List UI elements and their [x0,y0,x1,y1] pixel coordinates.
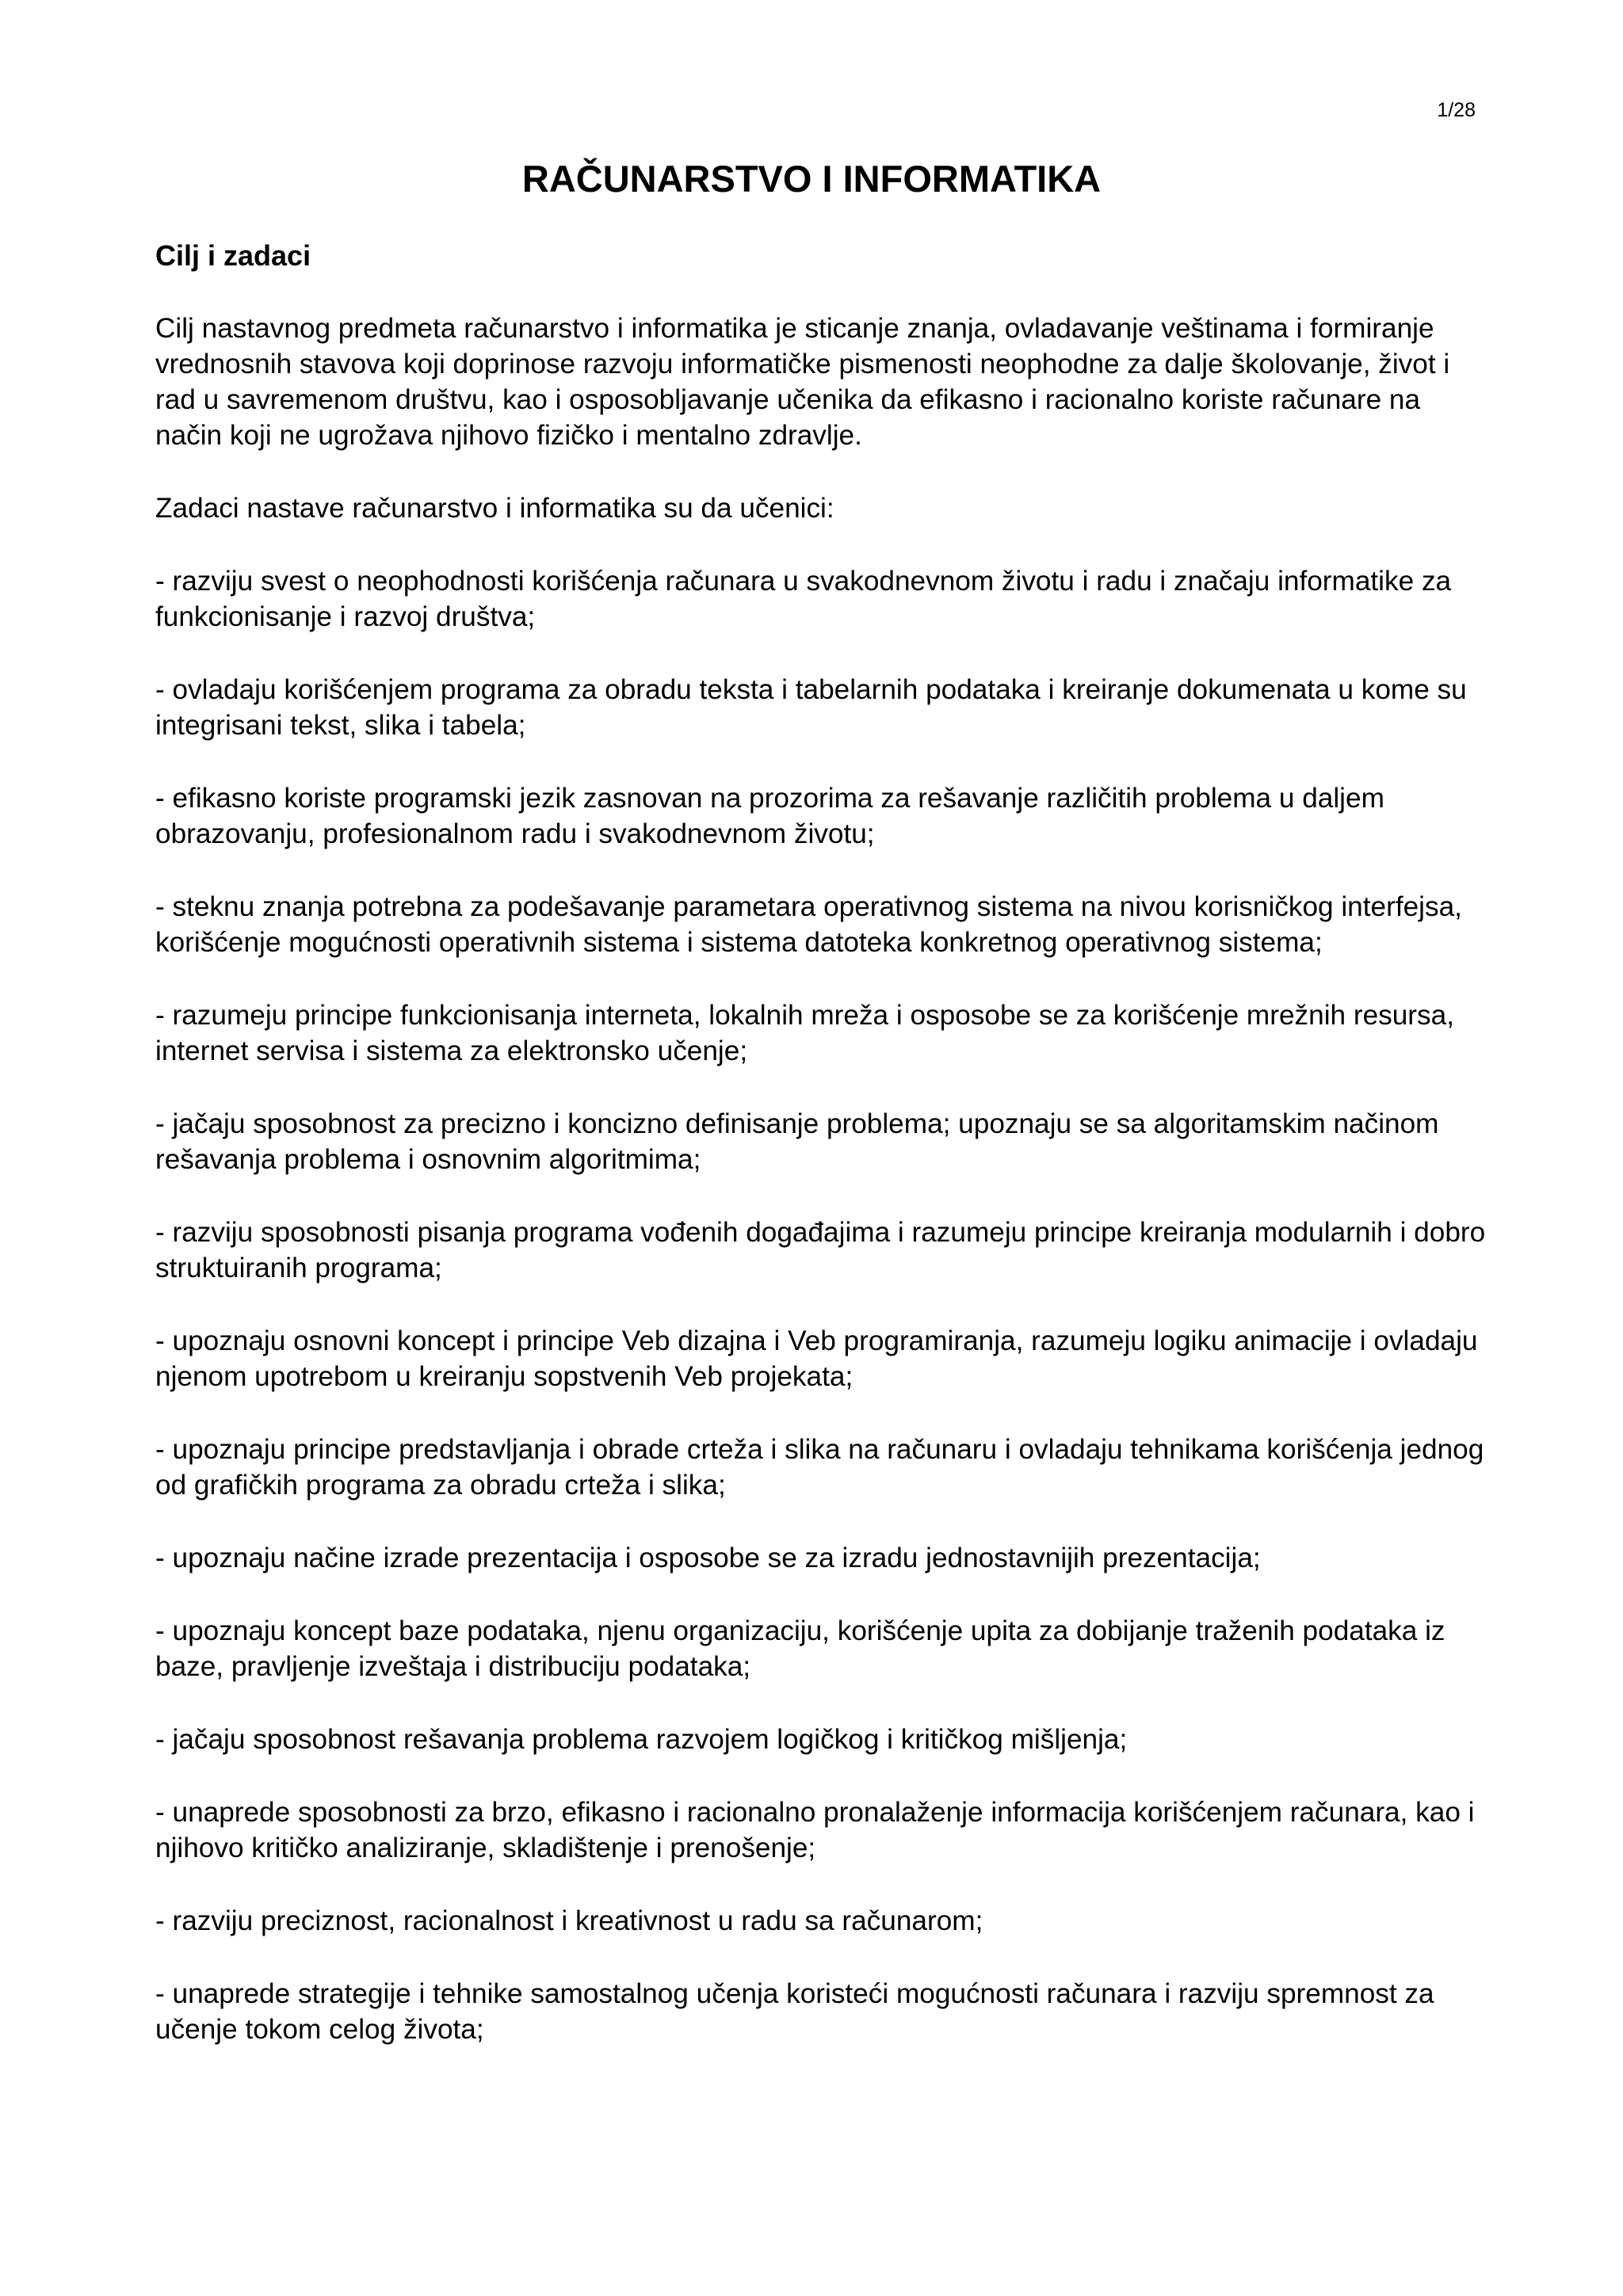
document-body [155,311,1487,2084]
task-item: - steknu znanja potrebna za podešavanje parametara operativnog sistema na nivou korisničkog interfejsa, korišćenje mogućnosti operativnih sistema i sistema datoteka konkretnog operativnog sistema; [155,891,1462,958]
task-item: - razviju svest o neophodnosti korišćenja računara u svakodnevnom životu i radu i značaju informatike za funkcionisanje i razvoj društva; [155,566,1452,632]
task-item: - upoznaju principe predstavljanja i obrade crteža i slika na računaru i ovladaju tehnikama korišćenja jednog od grafičkih programa za obradu crteža i slika; [155,1434,1484,1501]
task-item: - ovladaju korišćenjem programa za obradu teksta i tabelarnih podataka i kreiranje dokumenata u kome su integrisani tekst, slika i tabela; [155,674,1467,741]
task-item: - upoznaju osnovni koncept i principe Veb dizajna i Veb programiranja, razumeju logiku animacije i ovladaju njenom upotrebom u kreiranju sopstvenih Veb projekata; [155,1325,1478,1392]
task-item: - unaprede sposobnosti za brzo, efikasno i racionalno pronalaženje informacija korišćenjem računara, kao i njihovo kritičko analiziranje, skladištenje i prenošenje; [155,1797,1475,1863]
task-item: - upoznaju koncept baze podataka, njenu organizaciju, korišćenje upita za dobijanje traženih podataka iz baze, pravljenje izveštaja i distribuciju podataka; [155,1615,1445,1682]
task-item: - razumeju principe funkcionisanja interneta, lokalnih mreža i osposobe se za korišćenje mrežnih resursa, internet servisa i sistema za elektronsko učenje; [155,1000,1454,1066]
task-item: - upoznaju načine izrade prezentacija i osposobe se za izradu jednostavnijih prezentacija; [155,1543,1261,1573]
tasks-intro-paragraph: Zadaci nastave računarstvo i informatika su da učenici: [155,493,834,524]
task-item: - razviju sposobnosti pisanja programa vođenih događajima i razumeju principe kreiranja modularnih i dobro struktuiranih programa; [155,1217,1486,1283]
intro-paragraph: Cilj nastavnog predmeta računarstvo i informatika je sticanje znanja, ovladavanje veštinama i formiranje vrednosnih stavova koji doprinose razvoju informatičke pismenosti neophodne za dalje školovanje, život i rad u savremenom društvu, kao i osposobljavanje učenika da efikasno i racionalno koriste računare na način koji ne ugrožava njihovo fizičko i mentalno zdravlje. [155,313,1450,451]
task-item: - efikasno koriste programski jezik zasnovan na prozorima za rešavanje različitih problema u daljem obrazovanju, profesionalnom radu i svakodnevnom životu; [155,783,1384,849]
document-title: RAČUNARSTVO I INFORMATIKA [521,158,1102,200]
page-number: 1/28 [1437,99,1476,121]
section-heading: Cilj i zadaci [155,239,311,272]
task-item: - unaprede strategije i tehnike samostalnog učenja koristeći mogućnosti računara i razviju spremnost za učenje tokom celog života; [155,1978,1434,2045]
task-item: - jačaju sposobnost rešavanja problema razvojem logičkog i kritičkog mišljenja; [155,1724,1128,1755]
task-item: - razviju preciznost, racionalnost i kreativnost u radu sa računarom; [155,1905,983,1936]
task-item: - jačaju sposobnost za precizno i koncizno definisanje problema; upoznaju se sa algoritamskim načinom rešavanja problema i osnovnim algoritmima; [155,1108,1439,1175]
